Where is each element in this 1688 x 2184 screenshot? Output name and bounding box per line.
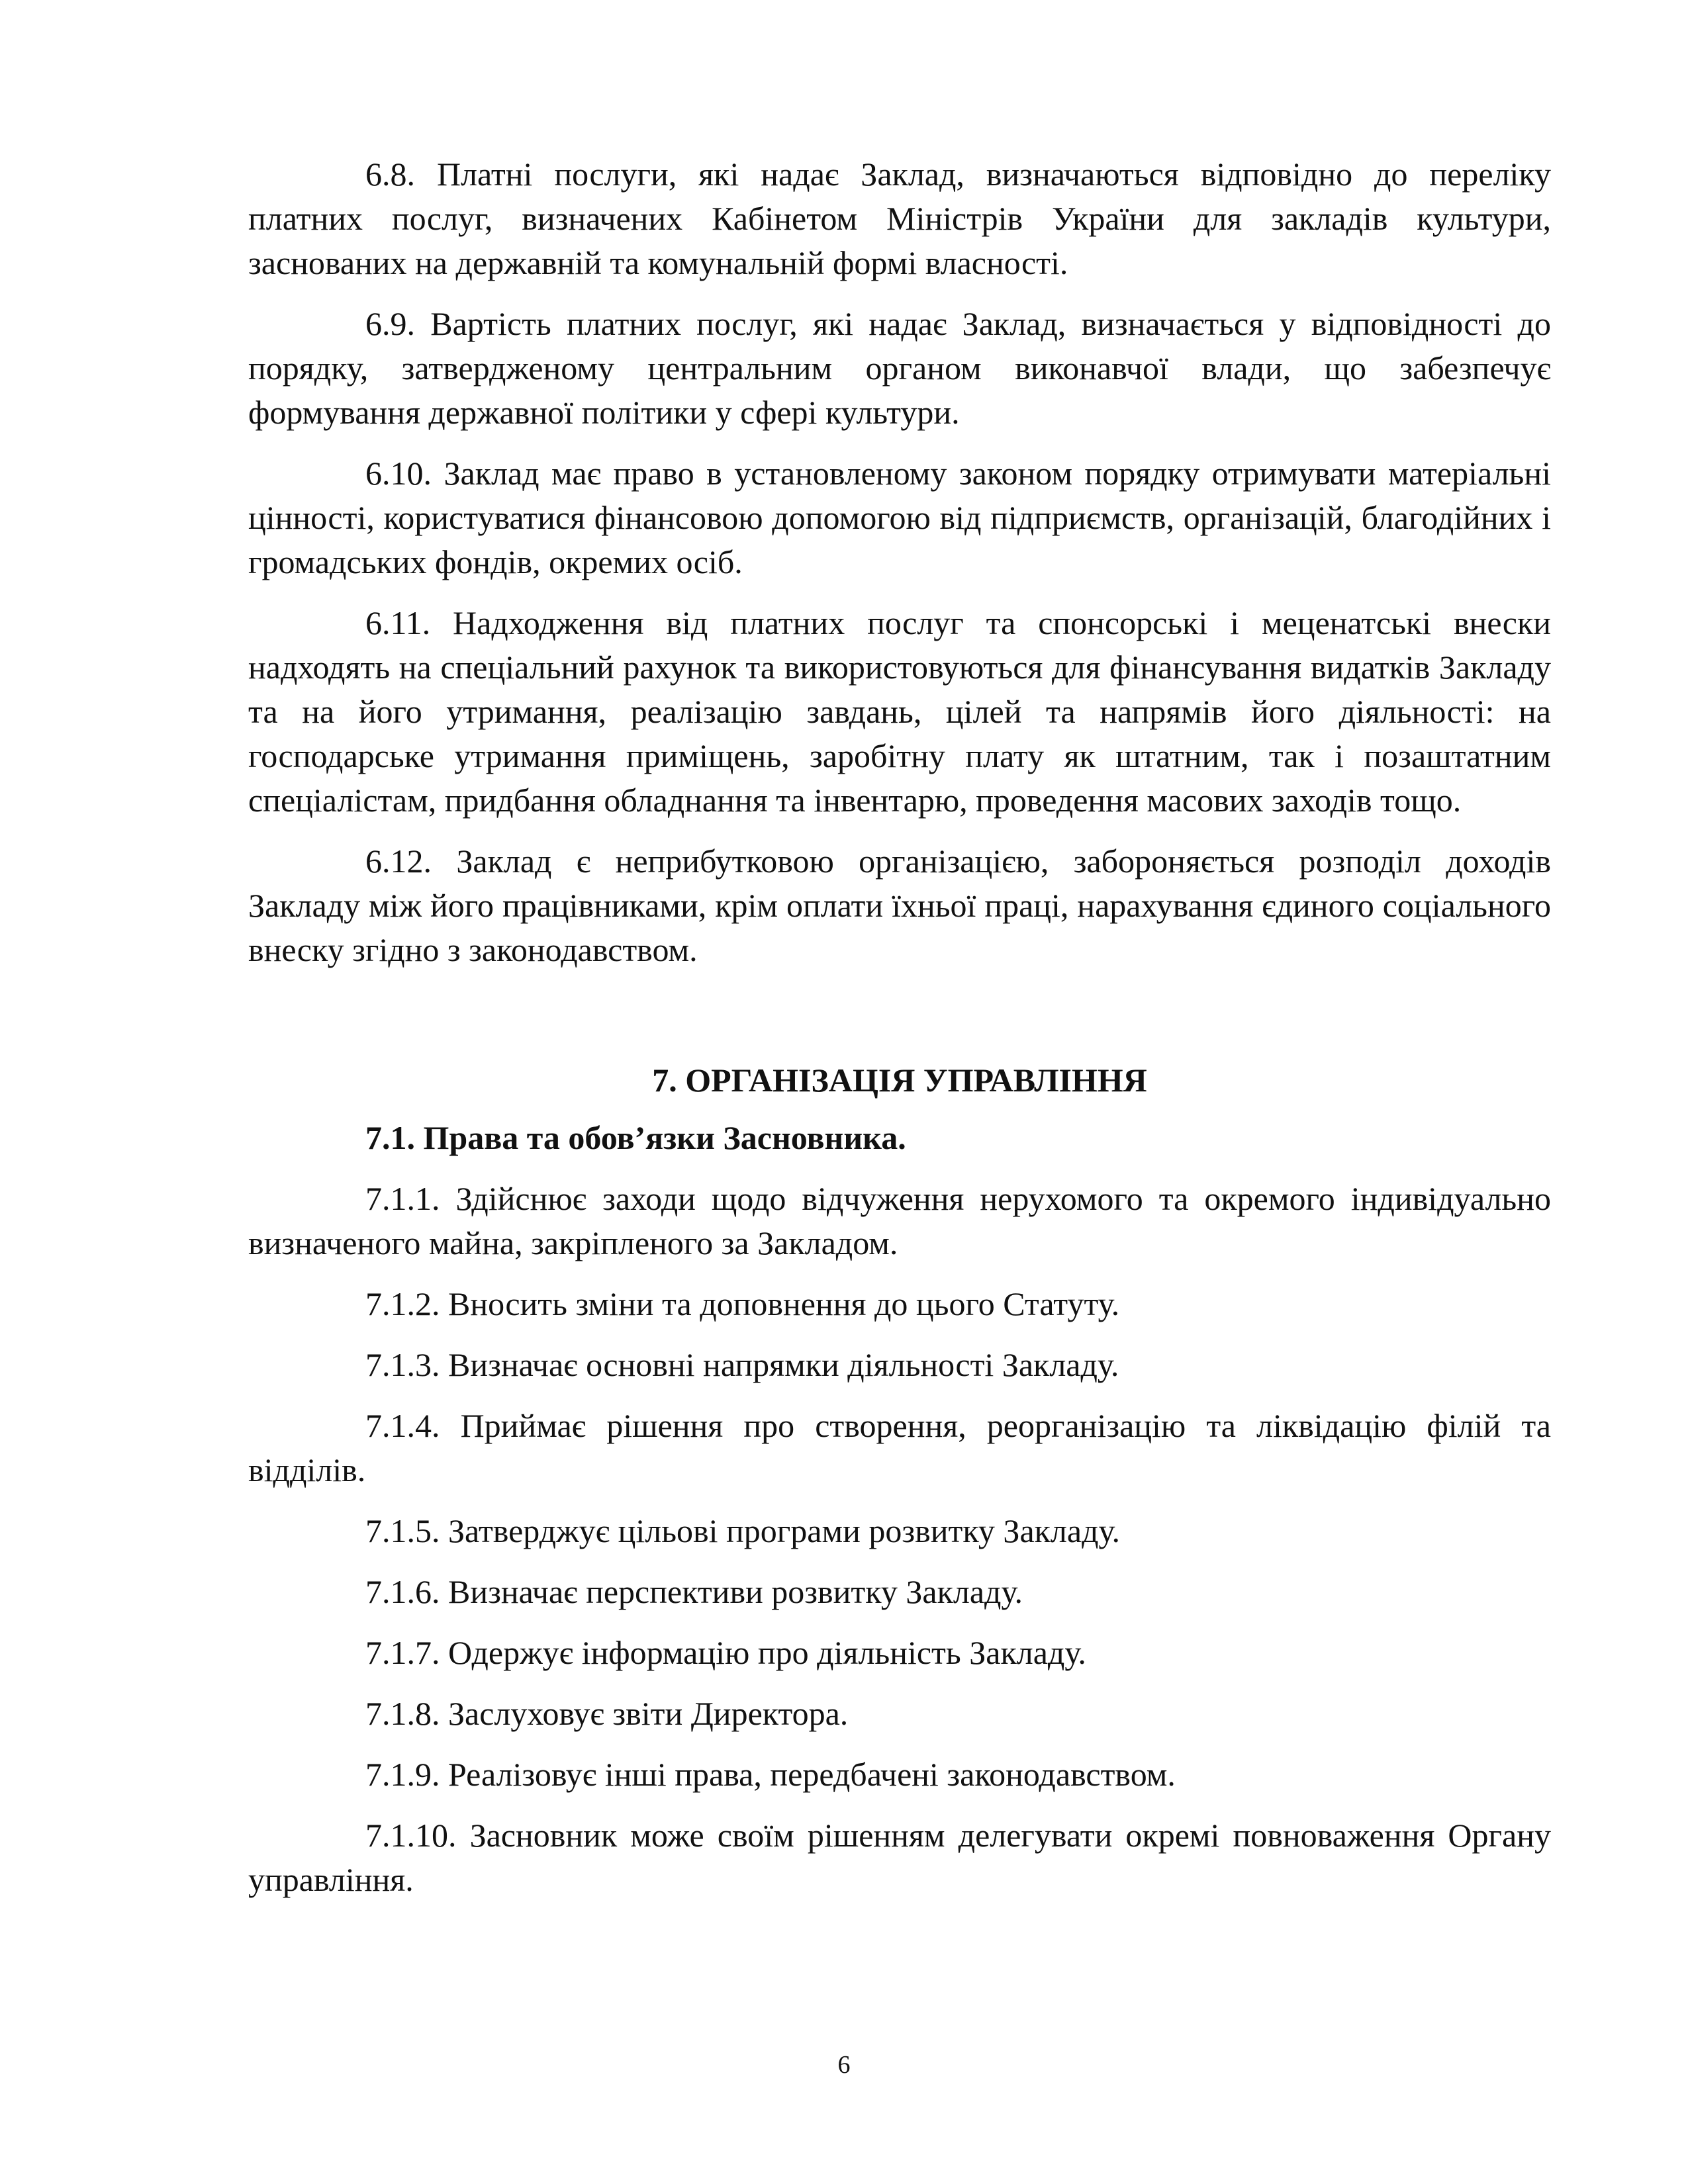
section-7-heading: 7. ОРГАНІЗАЦІЯ УПРАВЛІННЯ [652, 1062, 1147, 1099]
subsection-7-1-heading: 7.1. Права та обов’язки Засновника. [365, 1119, 906, 1156]
paragraph-7-1-1: 7.1.1. Здійснює заходи щодо відчуження нерухомого та окремого індивідуально визначеного майна, закріпленого за Закладом. [248, 1180, 1551, 1261]
paragraph-6-10: 6.10. Заклад має право в установленому законом порядку отримувати матеріальні цінності, користуватися фінансовою допомогою від підприємств, організацій, благодійних і громадських фондів, окремих осіб. [248, 455, 1551, 580]
paragraph-6-11: 6.11. Надходження від платних послуг та спонсорські і меценатські внески надходять на спеціальний рахунок та використовуються для фінансування видатків Закладу та на його утримання, реалізацію завдань, цілей та напрямів його діяльності: на господарське утримання приміщень, заробітну плату як штатним, так і позаштатним спеціалістам, придбання обладнання та інвентарю, проведення масових заходів тощо. [248, 604, 1551, 819]
paragraph-7-1-10: 7.1.10. Засновник може своїм рішенням делегувати окремі повноваження Органу управління. [248, 1817, 1551, 1898]
paragraph-7-1-6: 7.1.6. Визначає перспективи розвитку Закладу. [365, 1573, 1023, 1610]
paragraph-7-1-2: 7.1.2. Вносить зміни та доповнення до цього Статуту. [365, 1285, 1120, 1322]
paragraph-7-1-9: 7.1.9. Реалізовує інші права, передбачені законодавством. [365, 1756, 1176, 1793]
page-content [248, 152, 1551, 1919]
paragraph-6-9: 6.9. Вартість платних послуг, які надає Заклад, визначається у відповідності до порядку, затвердженому центральним органом виконавчої влади, що забезпечує формування державної політики у сфері культури. [248, 305, 1551, 431]
paragraph-7-1-4: 7.1.4. Приймає рішення про створення, реорганізацію та ліквідацію філій та відділів. [248, 1407, 1551, 1488]
paragraph-6-12: 6.12. Заклад є неприбутковою організацією, забороняється розподіл доходів Закладу між його працівниками, крім оплати їхньої праці, нарахування єдиного соціального внеску згідно з законодавством. [248, 842, 1551, 968]
paragraph-7-1-8: 7.1.8. Заслуховує звіти Директора. [365, 1695, 849, 1732]
paragraph-7-1-7: 7.1.7. Одержує інформацію про діяльність Закладу. [365, 1634, 1086, 1671]
paragraph-7-1-3: 7.1.3. Визначає основні напрямки діяльності Закладу. [365, 1346, 1119, 1383]
paragraph-7-1-5: 7.1.5. Затверджує цільові програми розвитку Закладу. [365, 1512, 1121, 1549]
page-number: 6 [837, 2051, 851, 2079]
paragraph-6-8: 6.8. Платні послуги, які надає Заклад, визначаються відповідно до переліку платних послуг, визначених Кабінетом Міністрів України для закладів культури, заснованих на державній та комунальній формі власності. [248, 156, 1551, 281]
